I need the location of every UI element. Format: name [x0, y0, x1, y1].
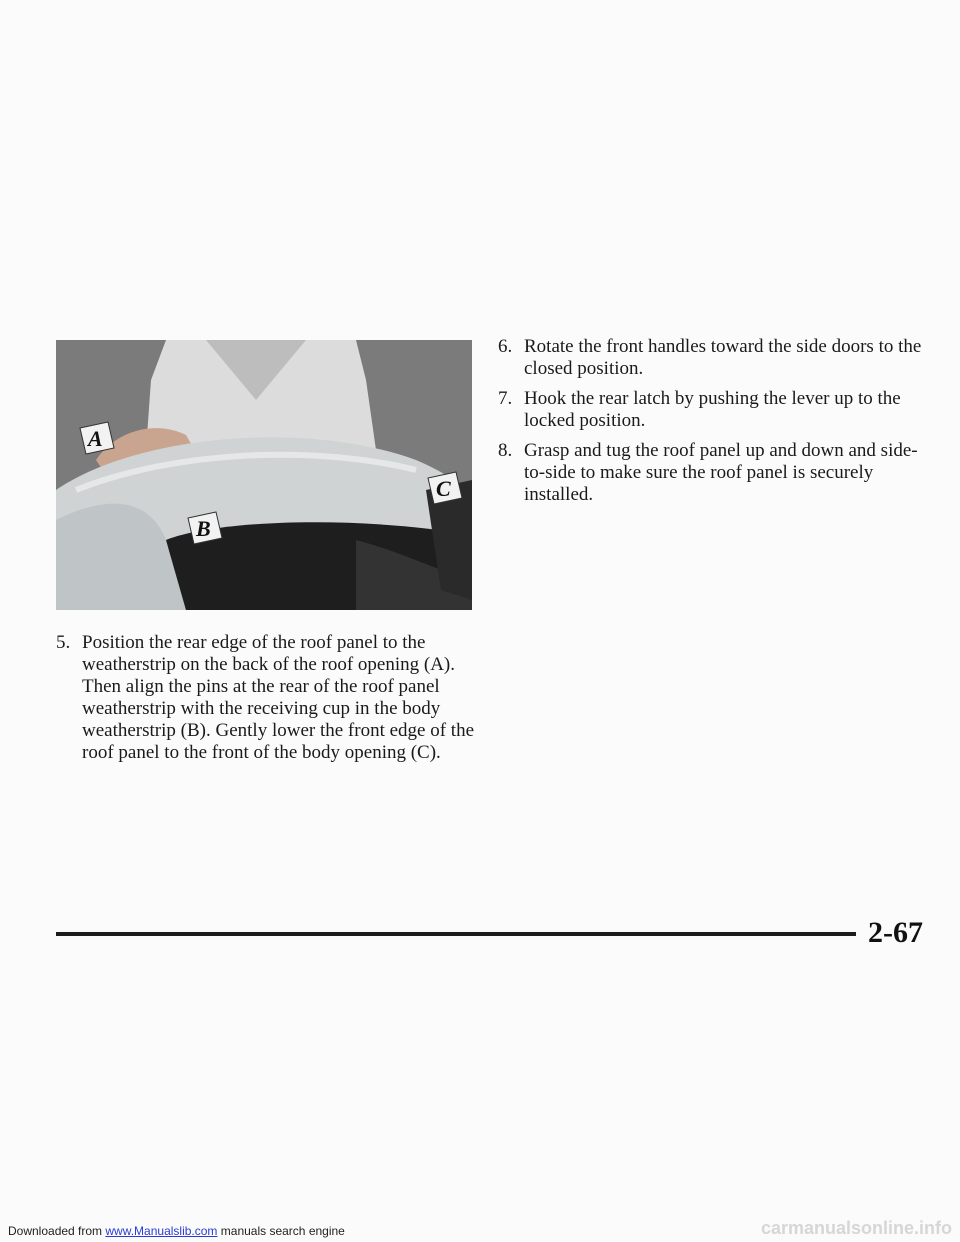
- roof-panel-illustration: [56, 340, 472, 610]
- footer-suffix: manuals search engine: [217, 1224, 345, 1238]
- callout-b-marker: [188, 512, 222, 544]
- callout-a-marker: [80, 422, 114, 454]
- step-7: [498, 388, 938, 432]
- step-number: 5.: [56, 632, 71, 653]
- watermark-text: carmanualsonline.info: [760, 1218, 952, 1238]
- callout-b-label: B: [196, 516, 211, 541]
- step-text: Grasp and tug the roof panel up and down and side-to-side to make sure the roof panel is securely installed.: [524, 440, 918, 505]
- step-number: 6.: [498, 336, 513, 357]
- step-text: Position the rear edge of the roof panel to the weatherstrip on the back of the roof opening (A). Then align the pins at the rear of the roof panel weatherstrip with the receiving cup in the body weatherstrip (B). Gently lower the front edge of the roof panel to the front of the body opening (C).: [82, 632, 475, 763]
- step-8: [498, 440, 938, 506]
- download-footer: [8, 1224, 345, 1238]
- callout-a-label: A: [88, 426, 103, 451]
- step-5: [56, 632, 496, 764]
- footer-rule: [56, 932, 856, 936]
- step-number: 8.: [498, 440, 513, 461]
- step-6: [498, 336, 938, 380]
- callout-c-marker: [428, 472, 462, 504]
- footer-prefix: Downloaded from: [8, 1224, 106, 1238]
- manualslib-link[interactable]: www.Manualslib.com: [105, 1224, 218, 1238]
- roof-panel-photo: [56, 340, 472, 610]
- step-text: Hook the rear latch by pushing the lever up to the locked position.: [524, 388, 901, 431]
- callout-c-label: C: [436, 476, 451, 501]
- steps-right-column: [498, 336, 938, 514]
- steps-left-column: [56, 632, 496, 772]
- step-number: 7.: [498, 388, 513, 409]
- step-text: Rotate the front handles toward the side doors to the closed position.: [524, 336, 922, 379]
- page-number: 2-67: [868, 916, 923, 949]
